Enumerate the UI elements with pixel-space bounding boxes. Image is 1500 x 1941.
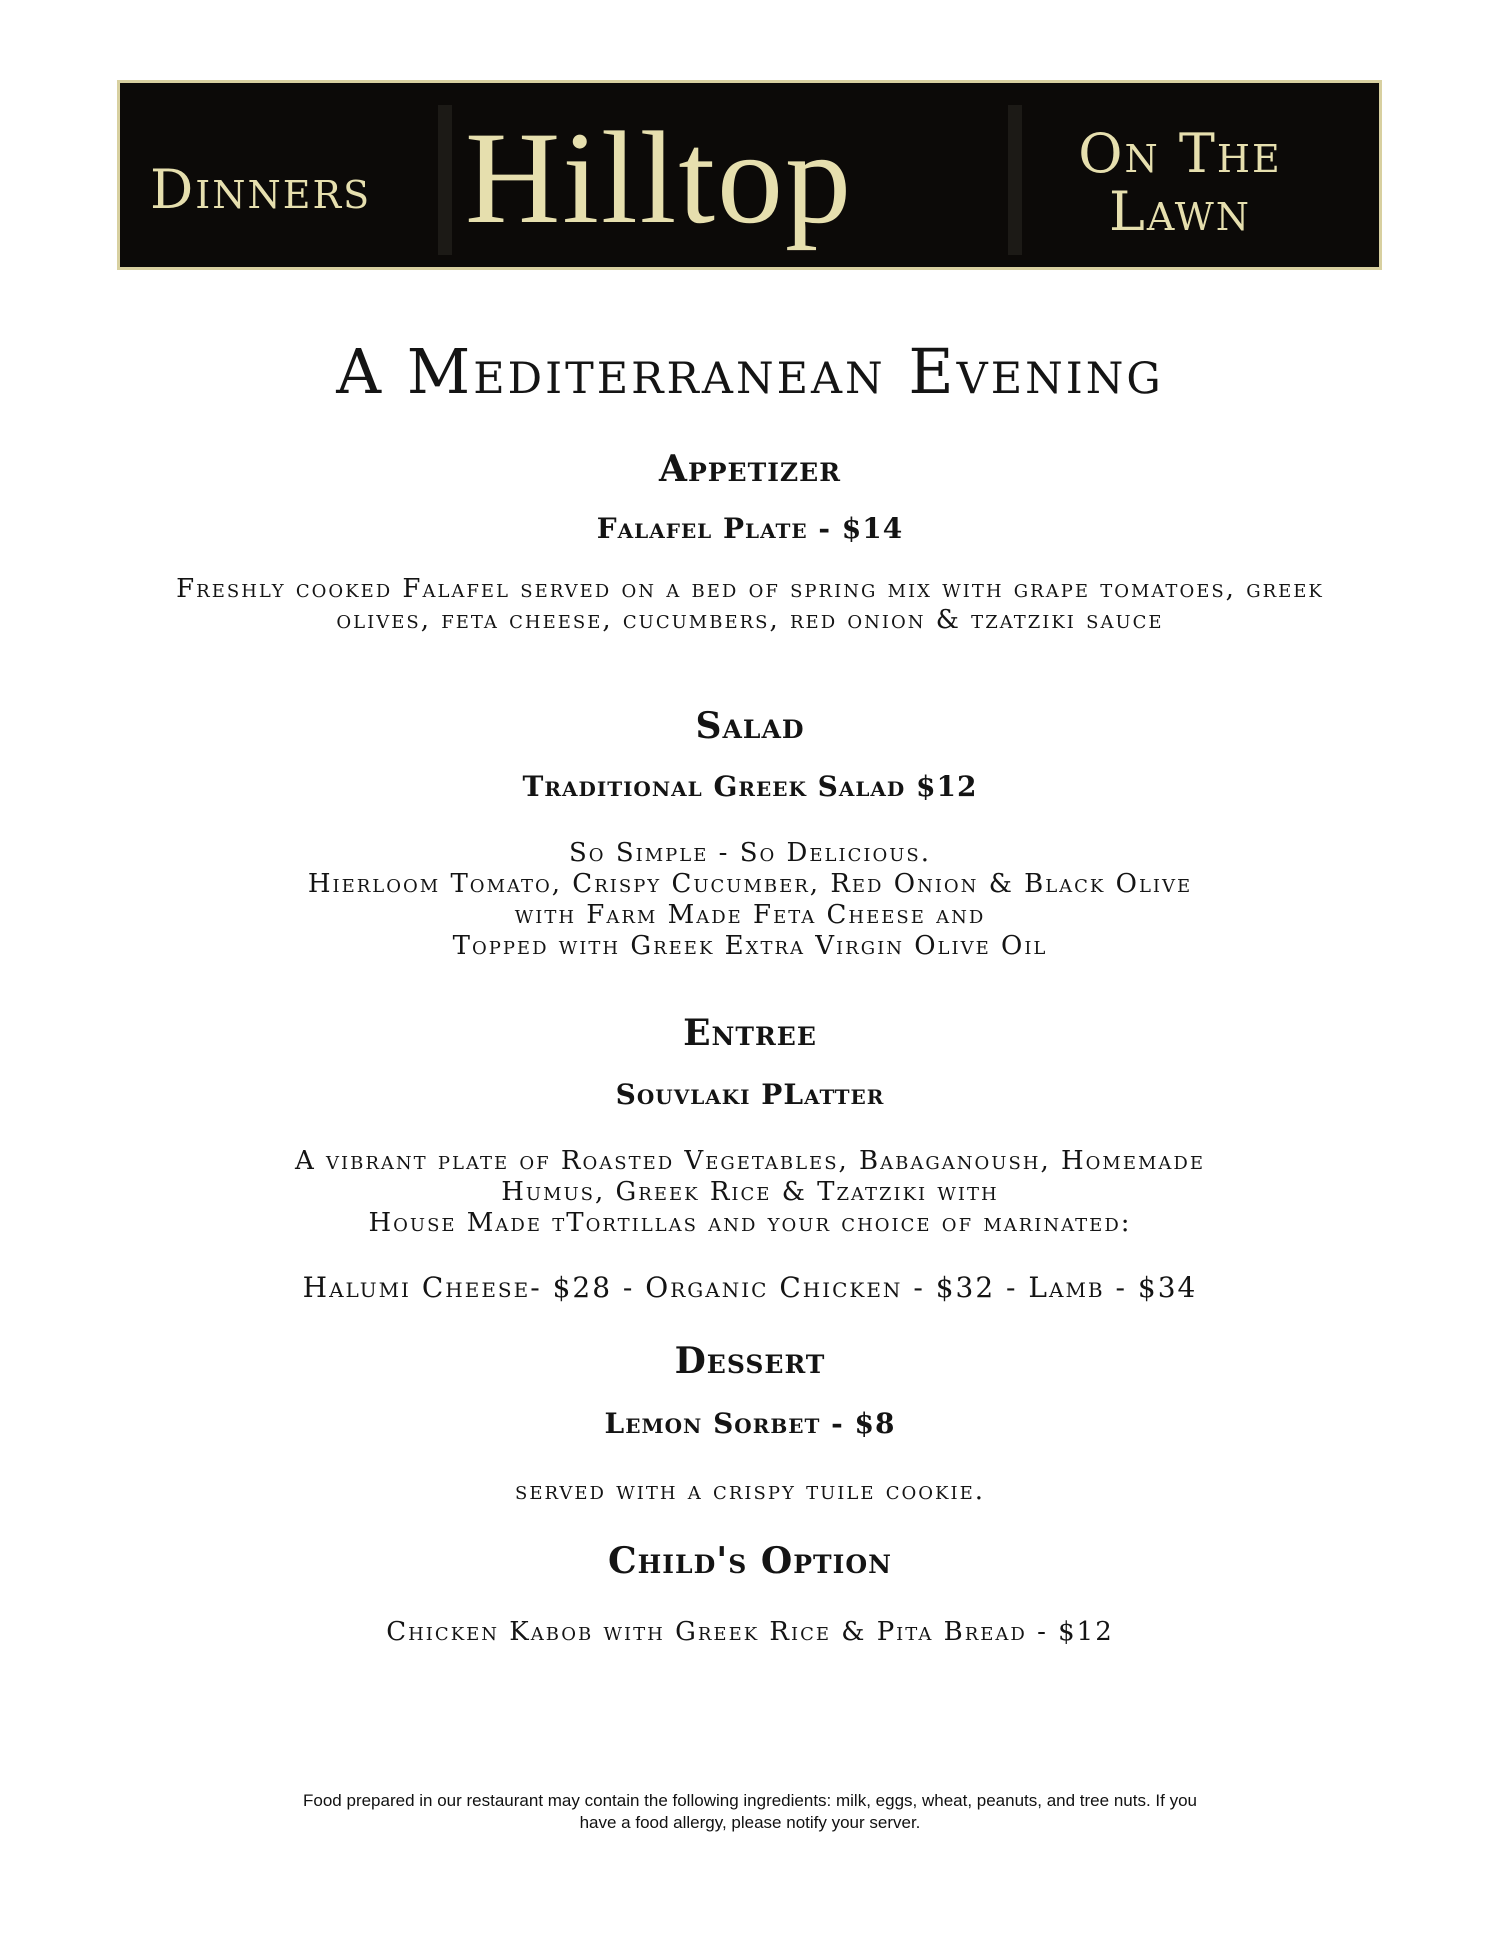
entree-options: Halumi Cheese- $28 - Organic Chicken - $32 - Lamb - $34 <box>302 1271 1198 1304</box>
banner-left-text: Dinners <box>150 158 372 221</box>
salad-description <box>0 838 1500 962</box>
appetizer-description <box>0 574 1500 636</box>
banner-right-line1: On The <box>1078 122 1282 185</box>
header-banner <box>117 80 1382 270</box>
restaurant-name: Hilltop <box>465 104 854 251</box>
banner-right-line2: Lawn <box>1108 180 1252 243</box>
salad-item: Traditional Greek Salad $12 <box>522 770 978 803</box>
entree-desc-line1: A vibrant plate of Roasted Vegetables, Babaganoush, Homemade <box>294 1146 1206 1176</box>
entree-heading: Entree <box>683 1012 817 1054</box>
dessert-heading: Dessert <box>674 1340 826 1382</box>
menu-title: A Mediterranean Evening <box>336 335 1164 408</box>
dessert-item: Lemon Sorbet - $8 <box>604 1407 896 1440</box>
salad-desc-line2: Hierloom Tomato, Crispy Cucumber, Red Onion & Black Olive <box>307 869 1193 899</box>
appetizer-desc-line2: olives, feta cheese, cucumbers, red onion & tzatziki sauce <box>336 605 1164 635</box>
appetizer-desc-line1: Freshly cooked Falafel served on a bed of spring mix with grape tomatoes, greek <box>176 574 1324 604</box>
entree-item: Souvlaki PLatter <box>615 1078 885 1111</box>
banner-divider-right <box>1008 105 1022 255</box>
allergy-note <box>100 1790 1400 1834</box>
salad-desc-line1: So Simple - So Delicious. <box>569 838 931 868</box>
allergy-note-line2: have a food allergy, please notify your server. <box>579 1813 921 1832</box>
dessert-description: served with a crispy tuile cookie. <box>515 1476 985 1506</box>
banner-right-text <box>1045 122 1315 243</box>
salad-heading: Salad <box>695 705 805 747</box>
child-option-description: Chicken Kabob with Greek Rice & Pita Bread - $12 <box>386 1617 1114 1647</box>
entree-description <box>0 1146 1500 1239</box>
entree-desc-line2: Humus, Greek Rice & Tzatziki with <box>501 1177 999 1207</box>
allergy-note-line1: Food prepared in our restaurant may contain the following ingredients: milk, eggs, wheat, peanuts, and tree nuts. If you <box>303 1791 1197 1810</box>
salad-desc-line3: with Farm Made Feta Cheese and <box>514 900 986 930</box>
child-option-heading: Child's Option <box>608 1540 892 1582</box>
entree-desc-line3: House Made tTortillas and your choice of marinated: <box>368 1208 1132 1238</box>
salad-desc-line4: Topped with Greek Extra Virgin Olive Oil <box>452 931 1048 961</box>
appetizer-heading: Appetizer <box>659 448 841 490</box>
banner-divider-left <box>438 105 452 255</box>
appetizer-item: Falafel Plate - $14 <box>596 512 904 545</box>
